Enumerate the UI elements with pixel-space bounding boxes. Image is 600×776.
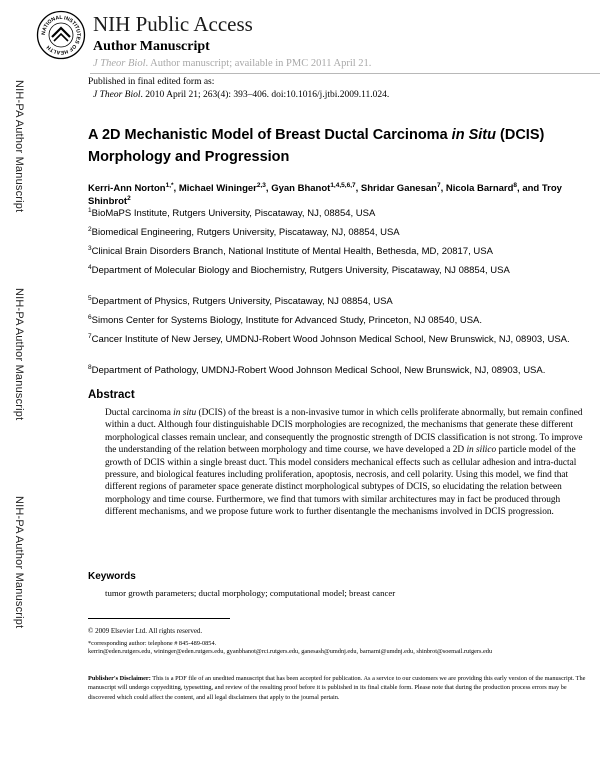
citation-journal: J Theor Biol [93, 90, 141, 100]
affiliation: $^8$Department of Pathology, UMDNJ-Robert Wood Johnson Medical School, New Brunswick, NJ, 08903, USA. [88, 363, 546, 376]
author: Michael Wininger$^{2,3}$, [178, 181, 272, 194]
published-in-label: Published in final edited form as: [88, 77, 215, 87]
affiliation: $^5$Department of Physics, Rutgers University, Piscataway, NJ 08854, USA [88, 294, 393, 307]
publisher-disclaimer: Publisher's Disclaimer: This is a PDF file of an unedited manuscript that has been accepted for publication. As a service to our customers we are providing this early version of the manuscript. The manuscript will undergo copyediting, typesetting, and review of the resulting proof before it is published in its final citable form. Please note that during the production process errors may be discovered which could affect the content, and all legal disclaimers that apply to the journal pertain. [88, 675, 586, 701]
sidebar-label-bottom: NIH-PA Author Manuscript [13, 496, 25, 629]
affiliation: $^4$Department of Molecular Biology and Biochemistry, Rutgers University, Piscataway, NJ 08854, USA [88, 263, 510, 276]
sidebar-label-middle: NIH-PA Author Manuscript [13, 288, 25, 421]
author: Nicola Barnard$^8$, and [445, 181, 542, 194]
abstract-text: Ductal carcinoma in situ (DCIS) of the breast is a non-invasive tumor in which cells proliferate abnormally, but remain confined within a duct. Although four distinguishable DCIS morphologies are recognized, the mechanisms that generate these different morphological classes remain unclear, and consequently the prognostic strength of DCIS classification is not strong. To improve the understanding of the relation between morphology and time course, we have developed a 2D in silico particle model of the growth of DCIS within a single breast duct. This model considers mechanical effects such as cellular adhesion and intra-ductal pressure, and biological features including proliferation, apoptosis, necrosis, and cell polarity. Using this model, we find that different regions of parameter space generate distinct morphological subtypes of DCIS, so elucidating the relation between morphology and time course. Furthermore, we find that tumors with similar architectures may in fact be produced through different mechanisms, and we propose future work to further disentangle the mechanisms involved in DCIS progression. [105, 408, 583, 518]
copyright-notice: © 2009 Elsevier Ltd. All rights reserved. [88, 627, 203, 635]
affiliation: $^2$Biomedical Engineering, Rutgers University, Piscataway, NJ, 08854, USA [88, 225, 400, 238]
nih-seal-logo [36, 10, 86, 60]
keywords-text: tumor growth parameters; ductal morphology; computational model; breast cancer [105, 588, 396, 598]
author: Troy Shinbrot$^2$ [88, 183, 562, 207]
corresponding-author-note: *corresponding author: telephone # 845-489-0854. kerrin@eden.rutgers.edu, wininger@eden.rutgers.edu, gyanbhanot@rci.rutgers.edu, ganesash@umdnj.edu, barnarni@umdnj.edu, shinbrot@soemail.rutgers.edu [88, 640, 593, 656]
author: Kerri-Ann Norton$^{1,*}$, [88, 181, 179, 194]
author-manuscript-label: Author Manuscript [93, 39, 210, 54]
header-journal-name: J Theor Biol [93, 58, 146, 69]
paper-title: A 2D Mechanistic Model of Breast Ductal Carcinoma in Situ (DCIS) Morphology and Progression [88, 127, 545, 165]
author: Shridar Ganesan$^7$, [360, 181, 446, 194]
abstract-heading: Abstract [88, 389, 135, 401]
header-divider [90, 73, 600, 74]
header-availability: . Author manuscript; available in PMC 2011 April 21. [145, 58, 372, 69]
keywords-heading: Keywords [88, 571, 136, 582]
sidebar-label-top: NIH-PA Author Manuscript [13, 80, 25, 213]
header-journal-line [93, 57, 371, 70]
author-emails: kerrin@eden.rutgers.edu, wininger@eden.rutgers.edu, gyanbhanot@rci.rutgers.edu, ganesash@umdnj.edu, barnarni@umdnj.edu, shinbrot@soemail.rutgers.edu [88, 648, 493, 656]
author-list [88, 182, 593, 208]
author: Gyan Bhanot$^{1,4,5,6,7}$, [271, 181, 361, 194]
affiliation: $^6$Simons Center for Systems Biology, Institute for Advanced Study, Princeton, NJ 08540, USA. [88, 313, 483, 326]
footnote-divider [88, 618, 230, 619]
affiliation: $^3$Clinical Brain Disorders Branch, National Institute of Mental Health, Bethesda, MD, 20817, USA [88, 244, 493, 257]
svg-text:NATIONAL INSTITUTES OF HEALTH: NATIONAL INSTITUTES OF HEALTH [40, 14, 82, 56]
citation-line [93, 89, 389, 101]
affiliation: $^7$Cancer Institute of New Jersey, UMDNJ-Robert Wood Johnson Medical School, New Brunswick, NJ, 08903, USA. [88, 332, 570, 345]
affiliation: $^1$BioMaPS Institute, Rutgers University, Piscataway, NJ, 08854, USA [88, 206, 376, 219]
citation-details: . 2010 April 21; 263(4): 393–406. doi:10.1016/j.jtbi.2009.11.024. [140, 90, 390, 100]
nih-public-access-title: NIH Public Access [93, 12, 253, 36]
